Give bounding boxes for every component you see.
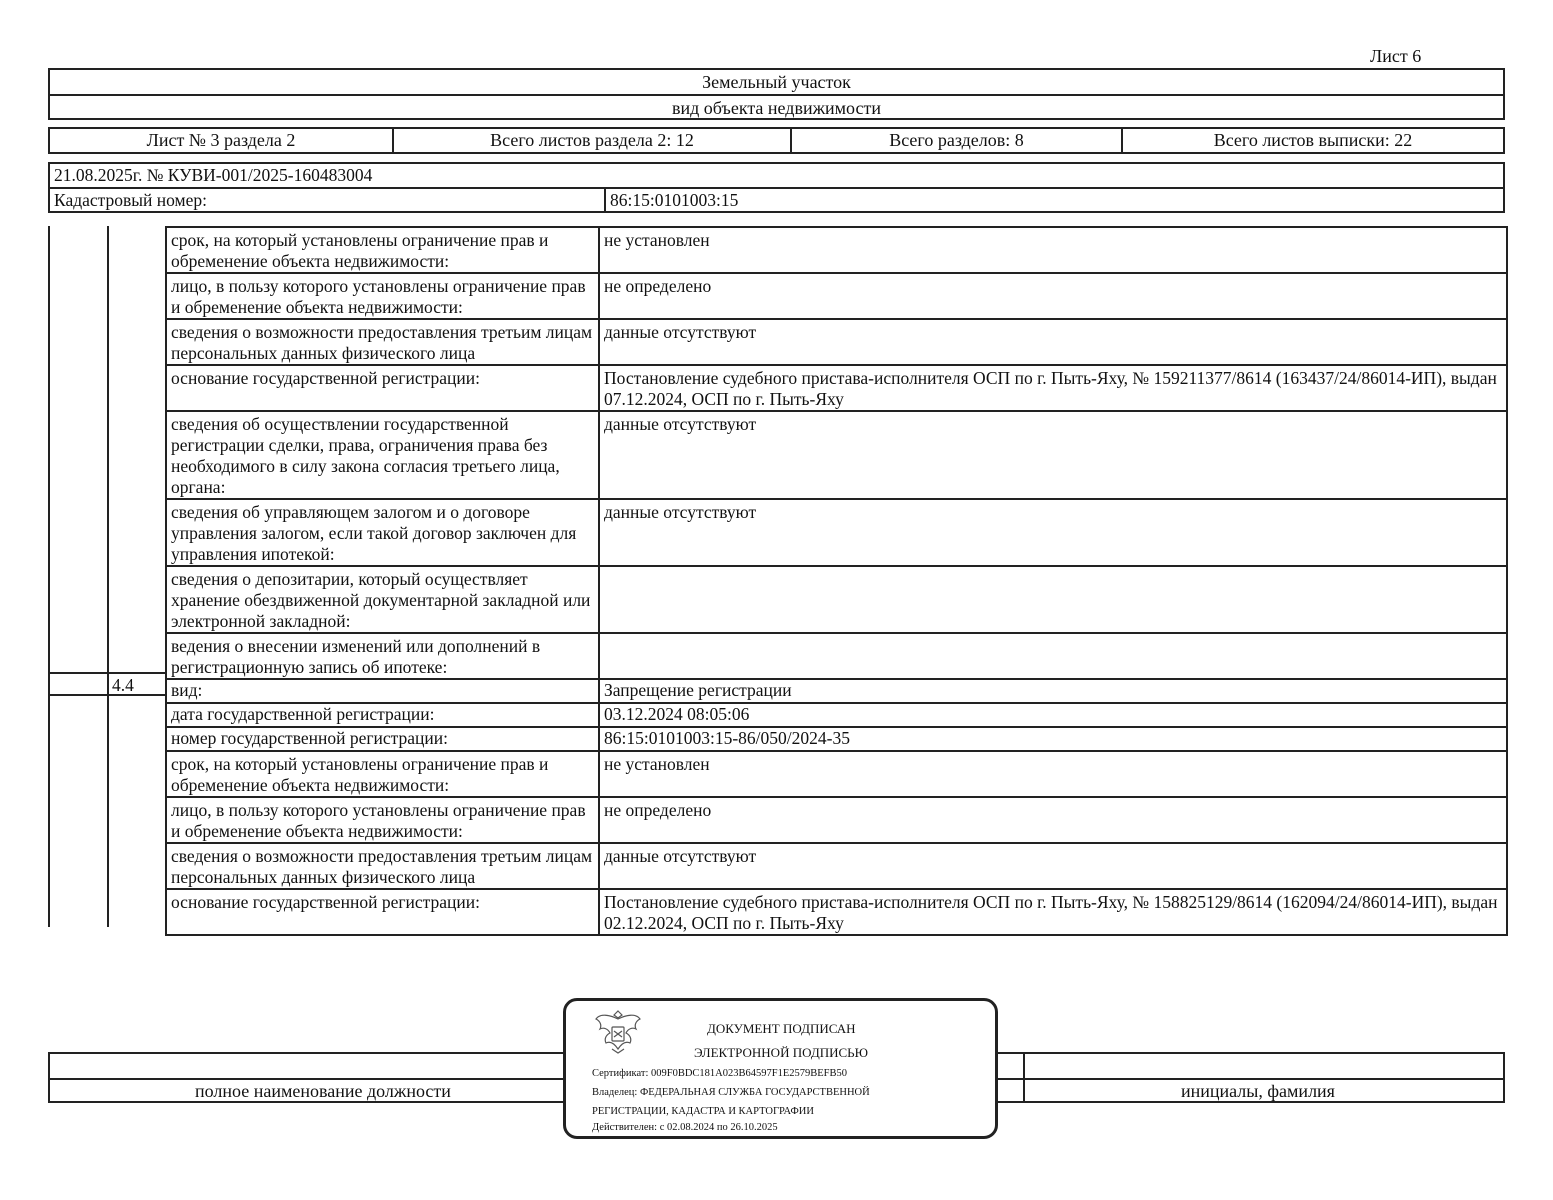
total-sections: Всего разделов: 8 [790,129,1121,152]
row-label: основание государственной регистрации: [166,889,599,935]
section-number-row [48,672,167,696]
row-label: номер государственной регистрации: [166,727,599,751]
table-row [166,797,1507,843]
row-value: Постановление судебного пристава-исполнителя ОСП по г. Пыть-Яху, № 159211377/8614 (163437/24/86014-ИП), выдан 07.12.2024, ОСП по г. Пыть-Яху [599,365,1507,411]
object-type-header [48,68,1505,120]
cadastral-label: Кадастровый номер: [54,190,208,210]
row-value [599,566,1507,633]
row-value [599,633,1507,679]
document-id-block [48,162,1505,213]
row-value: не установлен [599,751,1507,797]
subsection-column-line [107,226,109,927]
left-border-line [48,226,50,927]
row-label: вид: [166,679,599,703]
row-value: не установлен [599,227,1507,273]
table-row [166,273,1507,319]
stamp-title-line1: ДОКУМЕНТ ПОДПИСАН [707,1021,856,1036]
row-label: основание государственной регистрации: [166,365,599,411]
stamp-valid: Действителен: с 02.08.2024 по 26.10.2025 [592,1122,778,1133]
object-type-caption: вид объекта недвижимости [50,94,1503,120]
table-row [166,727,1507,751]
table-row [166,319,1507,365]
row-value: 86:15:0101003:15-86/050/2024-35 [599,727,1507,751]
row-label: сведения о возможности предоставления третьим лицам персональных данных физического лица [166,319,599,365]
electronic-signature-stamp [563,998,998,1139]
stamp-certificate: Сертификат: 009F0BDC181A023B64597F1E2579BEFB50 [592,1068,848,1079]
row-value: не определено [599,797,1507,843]
table-row [166,843,1507,889]
total-sheets-extract: Всего листов выписки: 22 [1121,129,1503,152]
table-row [166,365,1507,411]
row-label: дата государственной регистрации: [166,703,599,727]
row-value: не определено [599,273,1507,319]
stamp-owner-line2: РЕГИСТРАЦИИ, КАДАСТРА И КАРТОГРАФИИ [592,1106,814,1117]
coat-of-arms-icon [592,1005,644,1057]
table-row [166,633,1507,679]
row-label: лицо, в пользу которого установлены ограничение прав и обременение объекта недвижимости: [166,273,599,319]
row-label: ведения о внесении изменений или дополнений в регистрационную запись об ипотеке: [166,633,599,679]
table-row [166,499,1507,566]
signature-separator [1023,1054,1025,1101]
document-date-number: 21.08.2025г. № КУВИ-001/2025-160483004 [50,164,1503,189]
row-value: данные отсутствуют [599,411,1507,499]
table-row [166,679,1507,703]
sheet-number: Лист 6 [1370,46,1422,66]
total-sheets-section: Всего листов раздела 2: 12 [392,129,790,152]
cadastral-number: 86:15:0101003:15 [604,189,1503,213]
row-value: данные отсутствуют [599,843,1507,889]
object-type: Земельный участок [702,71,851,92]
sheet-of-section: Лист № 3 раздела 2 [146,130,296,150]
row-label: сведения о возможности предоставления третьим лицам персональных данных физического лица [166,843,599,889]
table-row [166,411,1507,499]
table-row [166,703,1507,727]
row-value: Постановление судебного пристава-исполнителя ОСП по г. Пыть-Яху, № 158825129/8614 (162094/24/86014-ИП), выдан 02.12.2024, ОСП по г. Пыть-Яху [599,889,1507,935]
table-row [166,566,1507,633]
sheet-info-bar [48,127,1505,154]
row-label: сведения об управляющем залогом и о договоре управления залогом, если такой договор заключен для управления ипотекой: [166,499,599,566]
row-label: сведения об осуществлении государственной регистрации сделки, права, ограничения права без необходимого в силу закона согласия третьего лица, органа: [166,411,599,499]
row-label: срок, на который установлены ограничение прав и обременение объекта недвижимости: [166,227,599,273]
stamp-owner-line1: Владелец: ФЕДЕРАЛЬНАЯ СЛУЖБА ГОСУДАРСТВЕННОЙ [592,1087,870,1098]
name-caption: инициалы, фамилия [1181,1081,1335,1101]
row-value: 03.12.2024 08:05:06 [599,703,1507,727]
row-value: Запрещение регистрации [599,679,1507,703]
row-label: лицо, в пользу которого установлены ограничение прав и обременение объекта недвижимости: [166,797,599,843]
row-value: данные отсутствуют [599,319,1507,365]
section-number: 4.4 [112,675,134,695]
encumbrance-table [165,226,1508,936]
row-label: срок, на который установлены ограничение прав и обременение объекта недвижимости: [166,751,599,797]
table-row [166,227,1507,273]
stamp-title-line2: ЭЛЕКТРОННОЙ ПОДПИСЬЮ [694,1045,868,1060]
position-caption: полное наименование должности [195,1081,451,1101]
table-row [166,889,1507,935]
row-label: сведения о депозитарии, который осуществляет хранение обездвиженной документарной закладной или электронной закладной: [166,566,599,633]
table-row [166,751,1507,797]
row-value: данные отсутствуют [599,499,1507,566]
